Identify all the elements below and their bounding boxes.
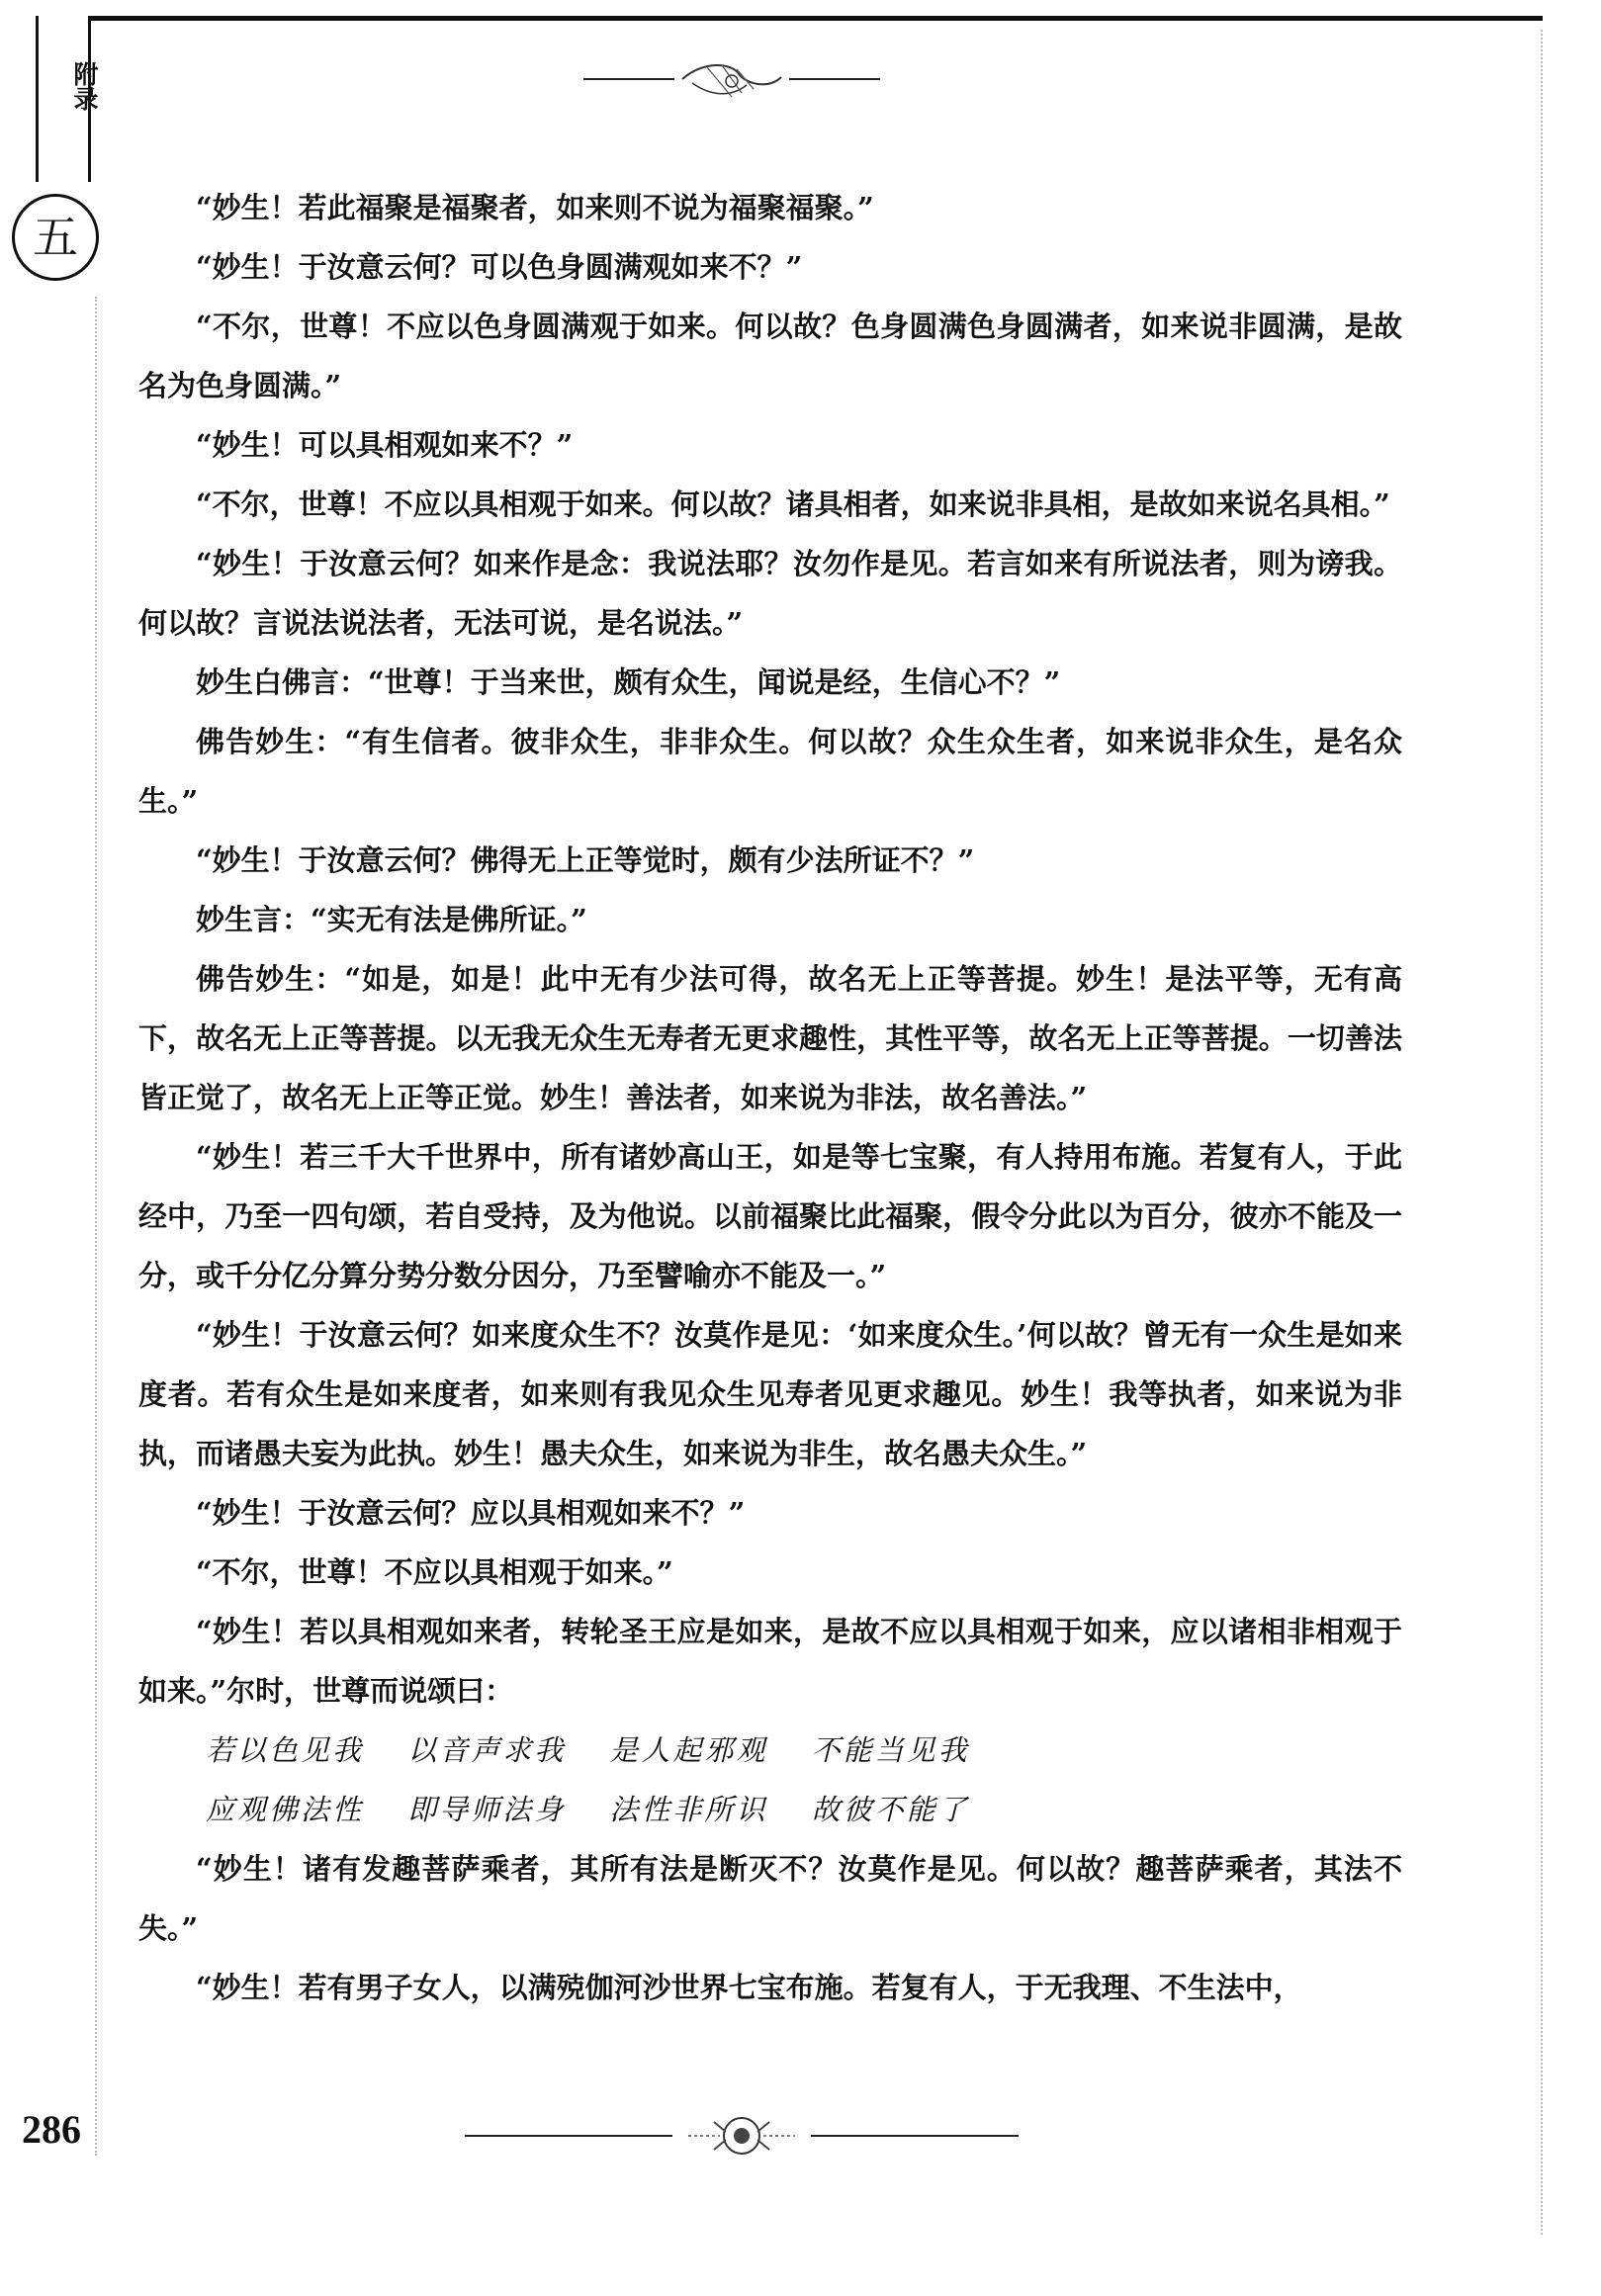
paragraph: “妙生！诸有发趣菩萨乘者，其所有法是断灭不？汝莫作是见。何以故？趣菩萨乘者，其法不失。” (138, 1852, 1402, 1945)
top-rule (91, 16, 1543, 21)
top-ornament-icon (583, 57, 880, 117)
paragraph: “妙生！若三千大千世界中，所有诸妙高山王，如是等七宝聚，有人持用布施。若复有人，于此经中，乃至一四句颂，若自受持，及为他说。以前福聚比此福聚，假令分此以为百分，彼亦不能及一分，或千分亿分算分势分数分因分，乃至譬喻亦不能及一。” (138, 1140, 1402, 1292)
paragraph: “妙生！于汝意云何？可以色身圆满观如来不？” (196, 250, 803, 284)
paragraph: “妙生！于汝意云何？如来作是念：我说法耶？汝勿作是见。若言如来有所说法者，则为谤我。何以故？言说法说法者，无法可说，是名说法。” (138, 547, 1402, 640)
paragraph: “不尔，世尊！不应以具相观于如来。” (196, 1555, 673, 1589)
paragraph: “妙生！于汝意云何？佛得无上正等觉时，颇有少法所证不？” (196, 843, 975, 877)
paragraph: “不尔，世尊！不应以具相观于如来。何以故？诸具相者，如来说非具相，是故如来说名具相。” (196, 487, 1390, 521)
appendix-number-badge: 五 (12, 194, 99, 281)
paragraph: “妙生！于汝意云何？应以具相观如来不？” (196, 1496, 746, 1530)
paragraph: “不尔，世尊！不应以色身圆满观于如来。何以故？色身圆满色身圆满者，如来说非圆满，是故名为色身圆满。” (138, 309, 1402, 402)
paragraph: “妙生！若以具相观如来者，转轮圣王应是如来，是故不应以具相观于如来，应以诸相非相观于如来。”尔时，世尊而说颂曰： (138, 1615, 1402, 1708)
paragraph: 佛告妙生：“有生信者。彼非众生，非非众生。何以故？众生众生者，如来说非众生，是名众生。” (138, 725, 1402, 818)
appendix-side-tab (36, 16, 99, 182)
left-margin-line (95, 297, 97, 2156)
paragraph: “妙生！若有男子女人，以满殑伽河沙世界七宝布施。若复有人，于无我理、不生法中， (196, 1971, 1302, 2004)
paragraph: “妙生！于汝意云何？如来度众生不？汝莫作是见：‘如来度众生。’何以故？曾无有一众生是如来度者。若有众生是如来度者，如来则有我见众生见寿者见更求趣见。妙生！我等执者，如来说为非执，而诸愚夫妄为此执。妙生！愚夫众生，如来说为非生，故名愚夫众生。” (138, 1318, 1402, 1470)
page-number: 286 (22, 2107, 81, 2152)
verse-line: 若以色见我 以音声求我 是人起邪观 不能当见我 (206, 1733, 970, 1767)
paragraph: “妙生！若此福聚是福聚者，如来则不说为福聚福聚。” (196, 191, 874, 224)
right-margin-line (1541, 30, 1543, 2235)
paragraph: “妙生！可以具相观如来不？” (196, 428, 574, 462)
paragraph: 妙生言：“实无有法是佛所证。” (196, 903, 587, 936)
verse-line: 应观佛法性 即导师法身 法性非所识 故彼不能了 (206, 1793, 970, 1826)
appendix-label: 附录 (70, 61, 99, 111)
paragraph: 佛告妙生：“如是，如是！此中无有少法可得，故名无上正等菩提。妙生！是法平等，无有高下，故名无上正等菩提。以无我无众生无寿者无更求趣性，其性平等，故名无上正等菩提。一切善法皆正觉了，故名无上正等正觉。妙生！善法者，如来说为非法，故名善法。” (138, 962, 1402, 1114)
bottom-ornament-icon (465, 2108, 1019, 2167)
paragraph: 妙生白佛言：“世尊！于当来世，颇有众生，闻说是经，生信心不？” (196, 665, 1061, 699)
main-text (138, 178, 1402, 2017)
